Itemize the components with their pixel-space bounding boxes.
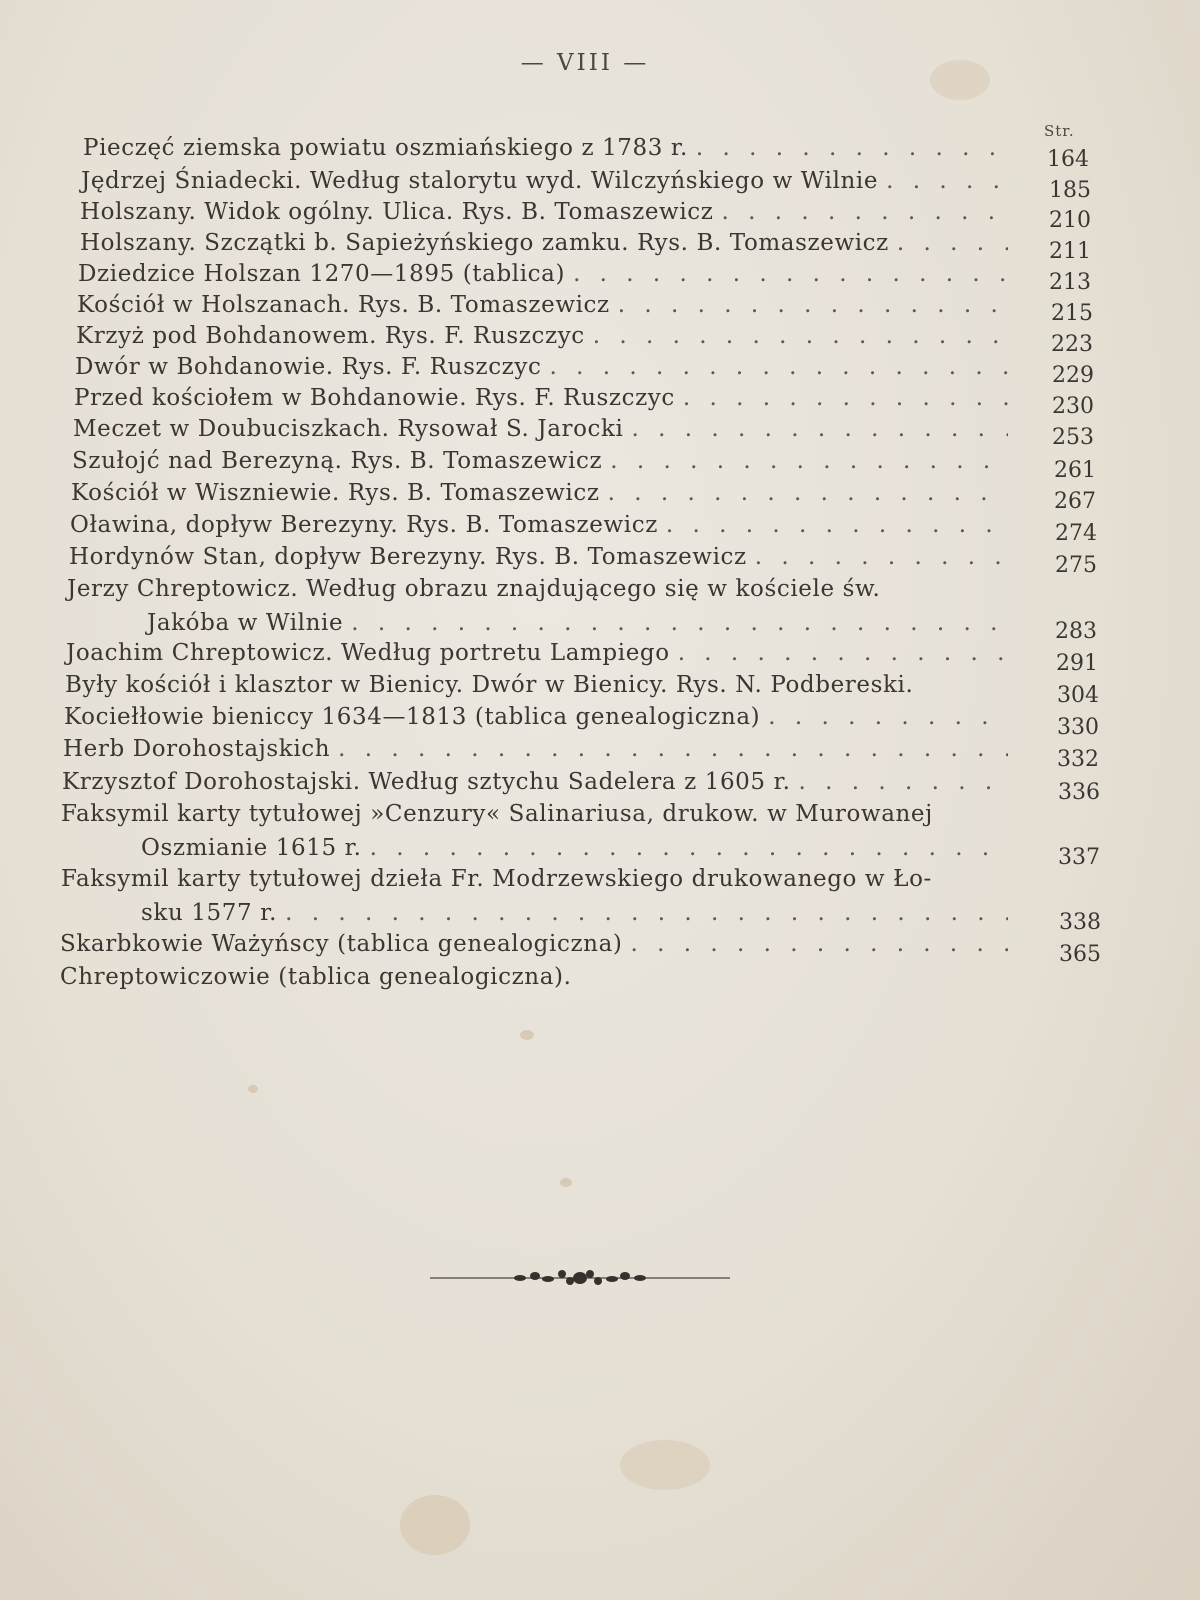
toc-entry	[65, 670, 1015, 700]
leader-dots	[277, 898, 1008, 928]
leader-dots	[541, 352, 1008, 382]
leader-dots	[610, 290, 1008, 320]
toc-entry	[69, 542, 1008, 572]
page-number: 211	[1049, 239, 1091, 264]
page-number: 275	[1055, 553, 1097, 578]
toc-entry	[80, 197, 1008, 227]
leader-dots	[602, 446, 1008, 476]
page-number: 253	[1052, 425, 1094, 450]
entry-title: Chreptowiczowie (tablica genealogiczna).	[60, 964, 572, 990]
page-number: 274	[1055, 521, 1097, 546]
toc-entry	[81, 166, 1008, 196]
page-number: 215	[1051, 301, 1093, 326]
toc-entry	[66, 638, 1008, 668]
toc-entry	[74, 383, 1008, 413]
page-number: 267	[1054, 489, 1096, 514]
page-number: 332	[1057, 747, 1099, 772]
page-number: 304	[1057, 683, 1099, 708]
foxing-spot	[400, 1495, 470, 1555]
toc-entry	[80, 228, 1008, 258]
toc-entry	[75, 352, 1008, 382]
toc-entry	[60, 929, 1008, 959]
foxing-spot	[620, 1440, 710, 1490]
leader-dots	[600, 478, 1008, 508]
page-number: 229	[1052, 363, 1094, 388]
leader-dots	[688, 133, 1008, 163]
page-number: 337	[1058, 845, 1100, 870]
page-number: 338	[1059, 910, 1101, 935]
entry-title: Holszany. Szczątki b. Sapieżyńskiego zamku. Rys. B. Tomaszewicz	[80, 230, 889, 256]
page-number: 336	[1058, 780, 1100, 805]
entry-title: Herb Dorohostajskich	[63, 736, 331, 762]
toc-entry	[73, 414, 1008, 444]
entry-title: Holszany. Widok ogólny. Ulica. Rys. B. Tomaszewicz	[80, 199, 714, 225]
toc-entry	[71, 478, 1008, 508]
entry-title-continuation: sku 1577 r.	[141, 900, 278, 926]
page-number: 223	[1051, 332, 1093, 357]
leader-dots	[791, 767, 1008, 797]
entry-title: Hordynów Stan, dopływ Berezyny. Rys. B. Tomaszewicz	[69, 544, 747, 570]
entry-title: Skarbkowie Ważyńscy (tablica genealogiczna)	[60, 931, 623, 957]
leader-dots	[889, 228, 1008, 258]
toc-entry	[61, 864, 1008, 928]
toc-entry	[70, 510, 1008, 540]
ornament-divider	[430, 1262, 730, 1292]
entry-title-continuation: Jakóba w Wilnie	[147, 610, 344, 636]
leader-dots	[622, 929, 1008, 959]
entry-title: Jerzy Chreptowicz. Według obrazu znajdującego się w kościele św.	[67, 576, 881, 602]
entry-title: Faksymil karty tytułowej dzieła Fr. Modrzewskiego drukowanego w Ło-	[61, 866, 932, 892]
toc-entry	[60, 962, 1008, 992]
leader-dots	[747, 542, 1008, 572]
toc-entry	[83, 133, 1008, 163]
page-number: 210	[1049, 208, 1091, 233]
page-number: 330	[1057, 715, 1099, 740]
toc-entry	[67, 574, 1008, 638]
leader-dots	[565, 259, 1008, 289]
toc-entry	[78, 259, 1008, 289]
entry-title: Kociełłowie bieniccy 1634—1813 (tablica genealogiczna)	[64, 704, 761, 730]
toc-entry	[72, 446, 1008, 476]
entry-title: Kościół w Wiszniewie. Rys. B. Tomaszewicz	[71, 480, 600, 506]
toc-entry	[77, 290, 1008, 320]
floral-icon	[514, 1270, 646, 1285]
page-number: 291	[1056, 651, 1098, 676]
entry-title: Jędrzej Śniadecki. Według stalorytu wyd. Wilczyńskiego w Wilnie	[81, 168, 879, 194]
entry-title: Joachim Chreptowicz. Według portretu Lampiego	[66, 640, 670, 666]
page-number: 164	[1047, 147, 1089, 172]
entry-title: Meczet w Doubuciszkach. Rysował S. Jarocki	[73, 416, 624, 442]
entry-title: Krzyż pod Bohdanowem. Rys. F. Ruszczyc	[76, 323, 585, 349]
page-number: 261	[1054, 458, 1096, 483]
leader-dots	[714, 197, 1009, 227]
entry-title: Kościół w Holszanach. Rys. B. Tomaszewicz	[77, 292, 610, 318]
leader-dots	[878, 166, 1008, 196]
foxing-spot	[520, 1030, 534, 1040]
entry-title: Krzysztof Dorohostajski. Według sztychu Sadelera z 1605 r.	[62, 769, 791, 795]
leader-dots	[760, 702, 1008, 732]
entry-title: Przed kościołem w Bohdanowie. Rys. F. Ruszczyc	[74, 385, 675, 411]
toc-entry	[62, 767, 1008, 797]
toc-entry	[76, 321, 1008, 351]
page-number: 283	[1055, 619, 1097, 644]
foxing-spot	[248, 1085, 258, 1093]
leader-dots	[624, 414, 1008, 444]
entry-title: Były kościół i klasztor w Bienicy. Dwór w Bienicy. Rys. N. Podbereski.	[65, 672, 914, 698]
entry-title: Pieczęć ziemska powiatu oszmiańskiego z 1783 r.	[83, 135, 688, 161]
entry-title: Faksymil karty tytułowej »Cenzury« Salinariusa, drukow. w Murowanej	[61, 801, 933, 827]
page-number: 213	[1049, 270, 1091, 295]
page-number-header: — VIII —	[520, 50, 650, 76]
leader-dots	[362, 833, 1008, 863]
entry-title: Oławina, dopływ Berezyny. Rys. B. Tomaszewicz	[70, 512, 658, 538]
leader-dots	[658, 510, 1008, 540]
page-number: 230	[1052, 394, 1094, 419]
leader-dots	[675, 383, 1008, 413]
foxing-spot	[560, 1178, 572, 1187]
toc-entry	[63, 734, 1008, 764]
entry-title-continuation: Oszmianie 1615 r.	[141, 835, 362, 861]
toc-entry	[64, 702, 1008, 732]
leader-dots	[670, 638, 1008, 668]
leader-dots	[330, 734, 1008, 764]
page-column-label: Str.	[1044, 122, 1075, 140]
entry-title: Dwór w Bohdanowie. Rys. F. Ruszczyc	[75, 354, 542, 380]
page-number: 365	[1059, 942, 1101, 967]
leader-dots	[343, 608, 1008, 638]
entry-title: Dziedzice Holszan 1270—1895 (tablica)	[78, 261, 566, 287]
leader-dots	[585, 321, 1008, 351]
entry-title: Szułojć nad Berezyną. Rys. B. Tomaszewicz	[72, 448, 603, 474]
toc-entry	[61, 799, 1008, 863]
page-number: 185	[1049, 178, 1091, 203]
